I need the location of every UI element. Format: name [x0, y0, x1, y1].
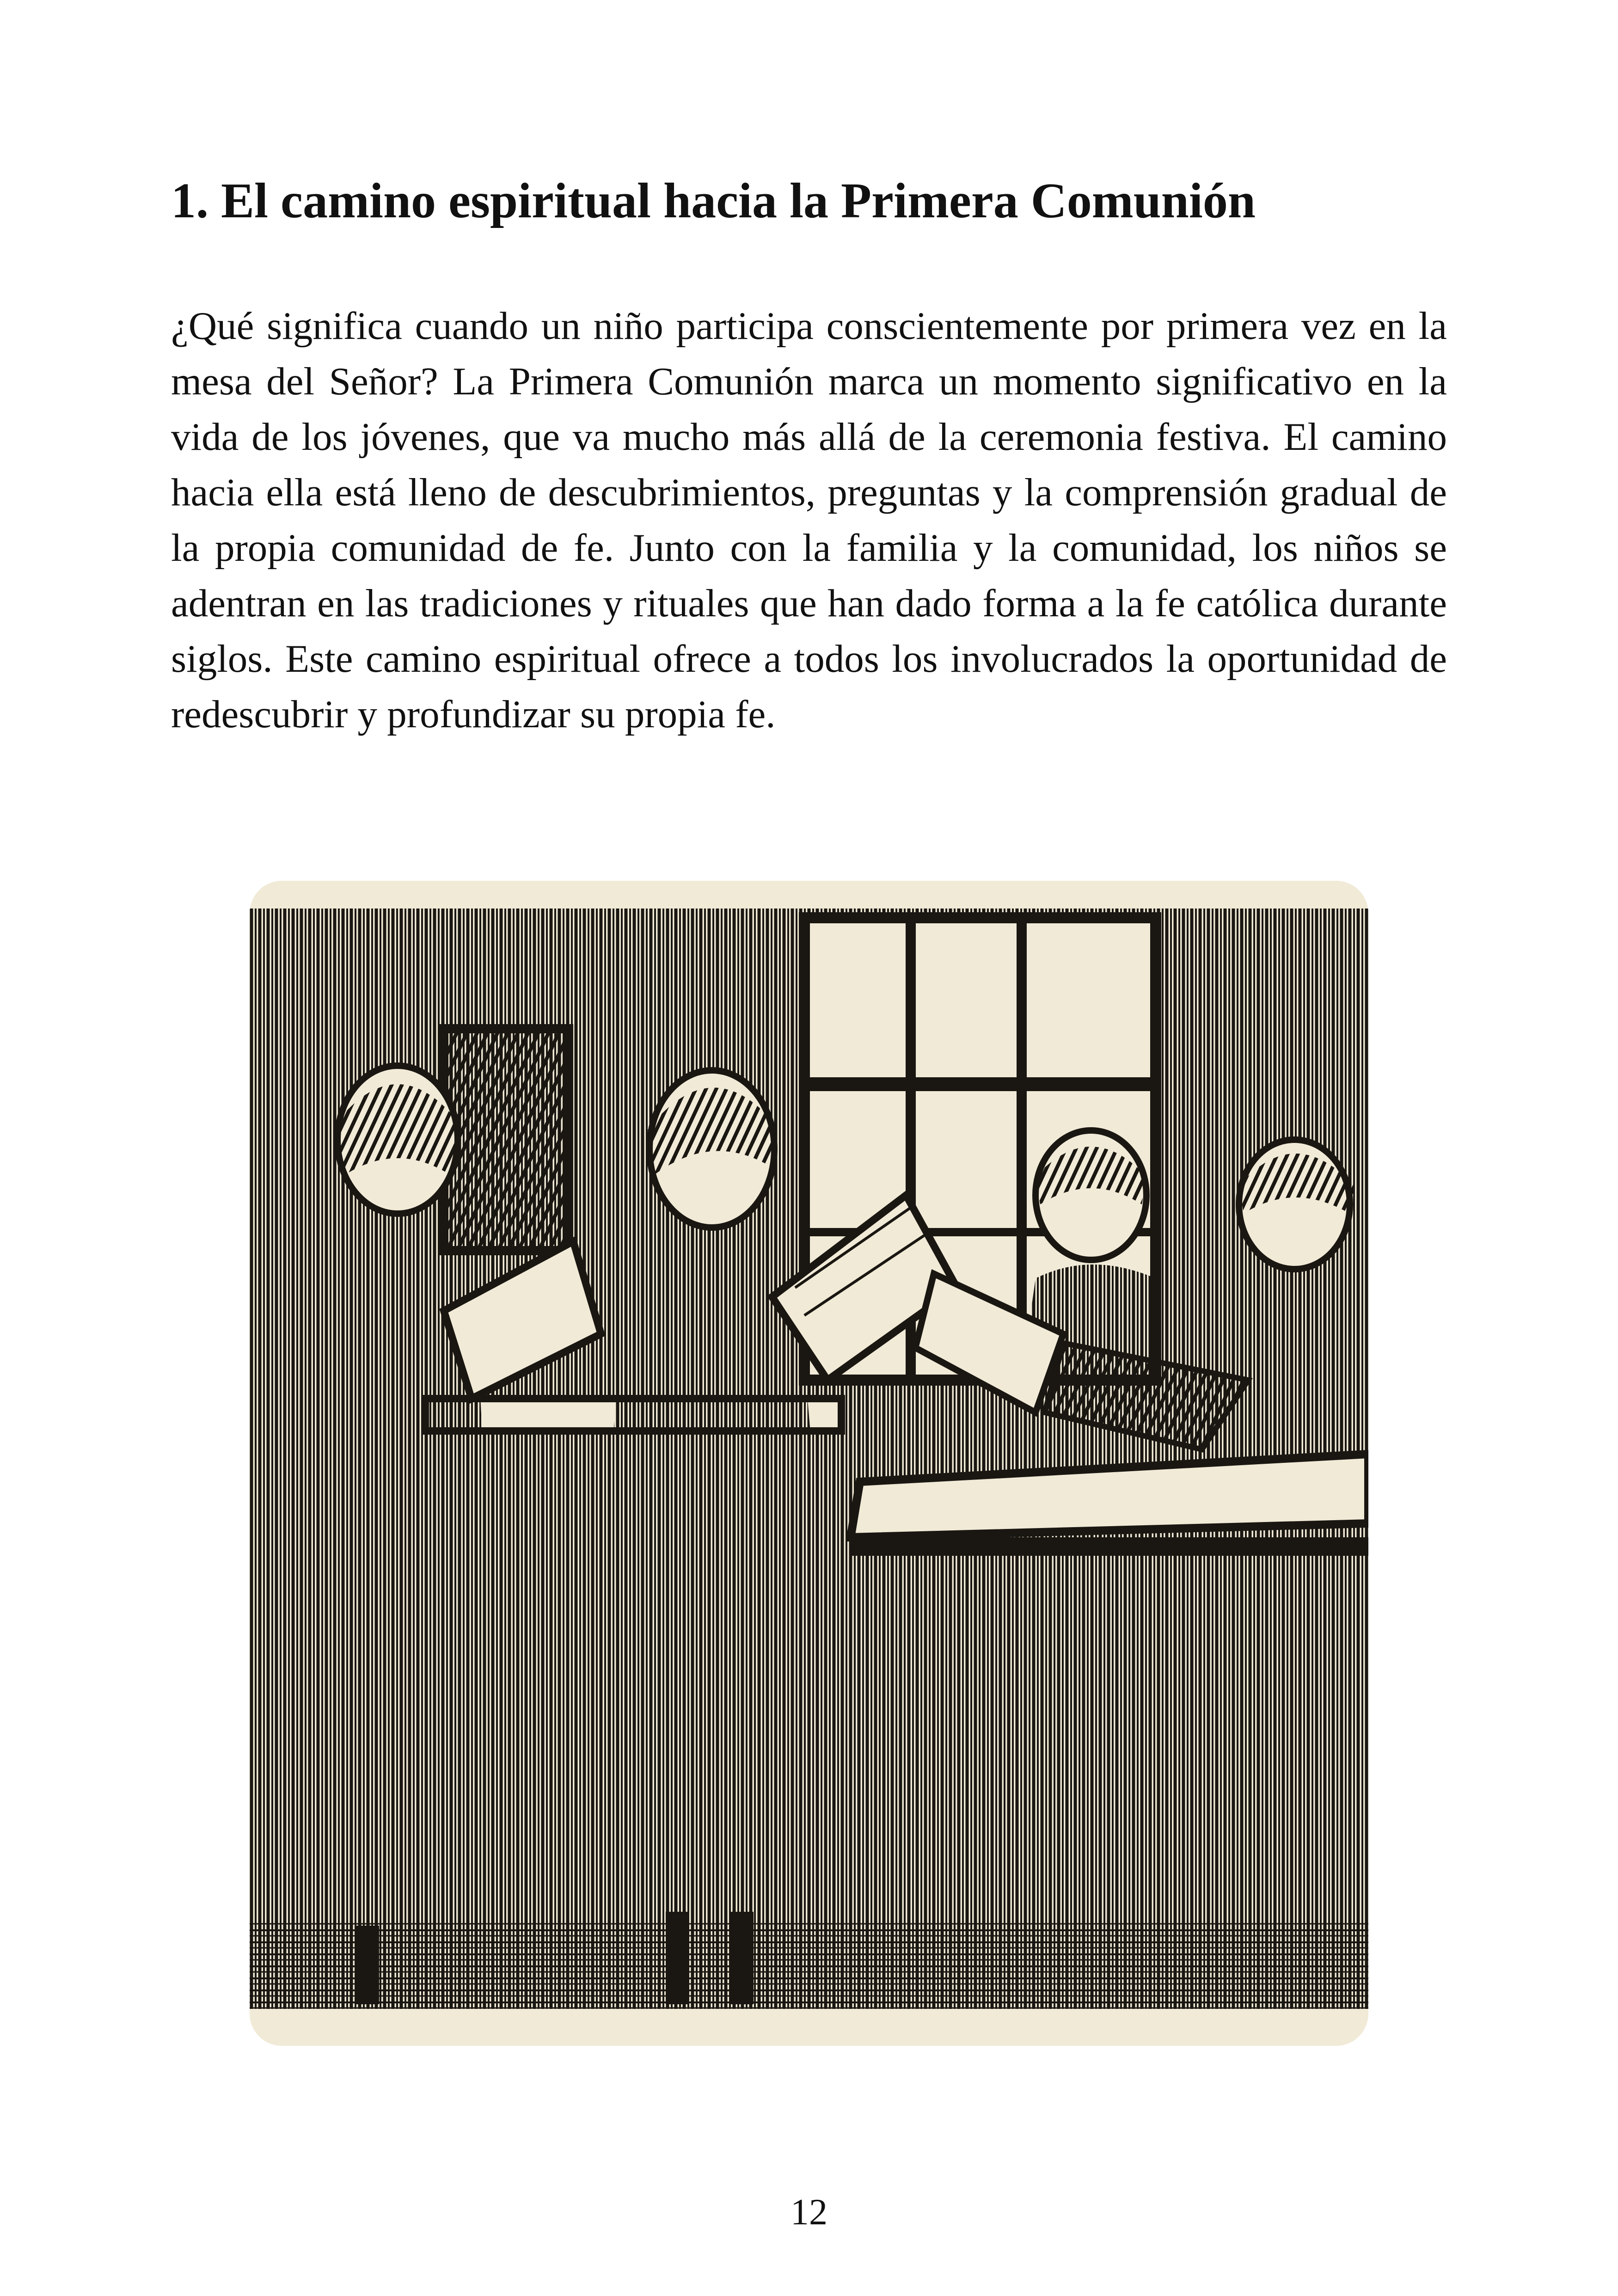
page-title: 1. El camino espiritual hacia la Primera Comunión	[171, 173, 1256, 228]
page-number: 12	[791, 2192, 827, 2233]
engraving-illustration	[250, 881, 1368, 2046]
body-paragraph: ¿Qué significa cuando un niño participa conscientemente por primera vez en la mesa del Señor? La Primera Comunión marca un momento significativo en la vida de los jóvenes, que va mucho más allá de la ceremonia festiva. El camino hacia ella está lleno de descubrimientos, preguntas y la comprensión gradual de la propia comunidad de fe. Junto con la familia y la comunidad, los niños se adentran en las tradiciones y rituales que han dado forma a la fe católica durante siglos. Este camino espiritual ofrece a todos los involucrados la oportunidad de redescubrir y profundizar su propia fe.	[171, 304, 1447, 736]
classroom-engraving-image	[250, 881, 1368, 2046]
